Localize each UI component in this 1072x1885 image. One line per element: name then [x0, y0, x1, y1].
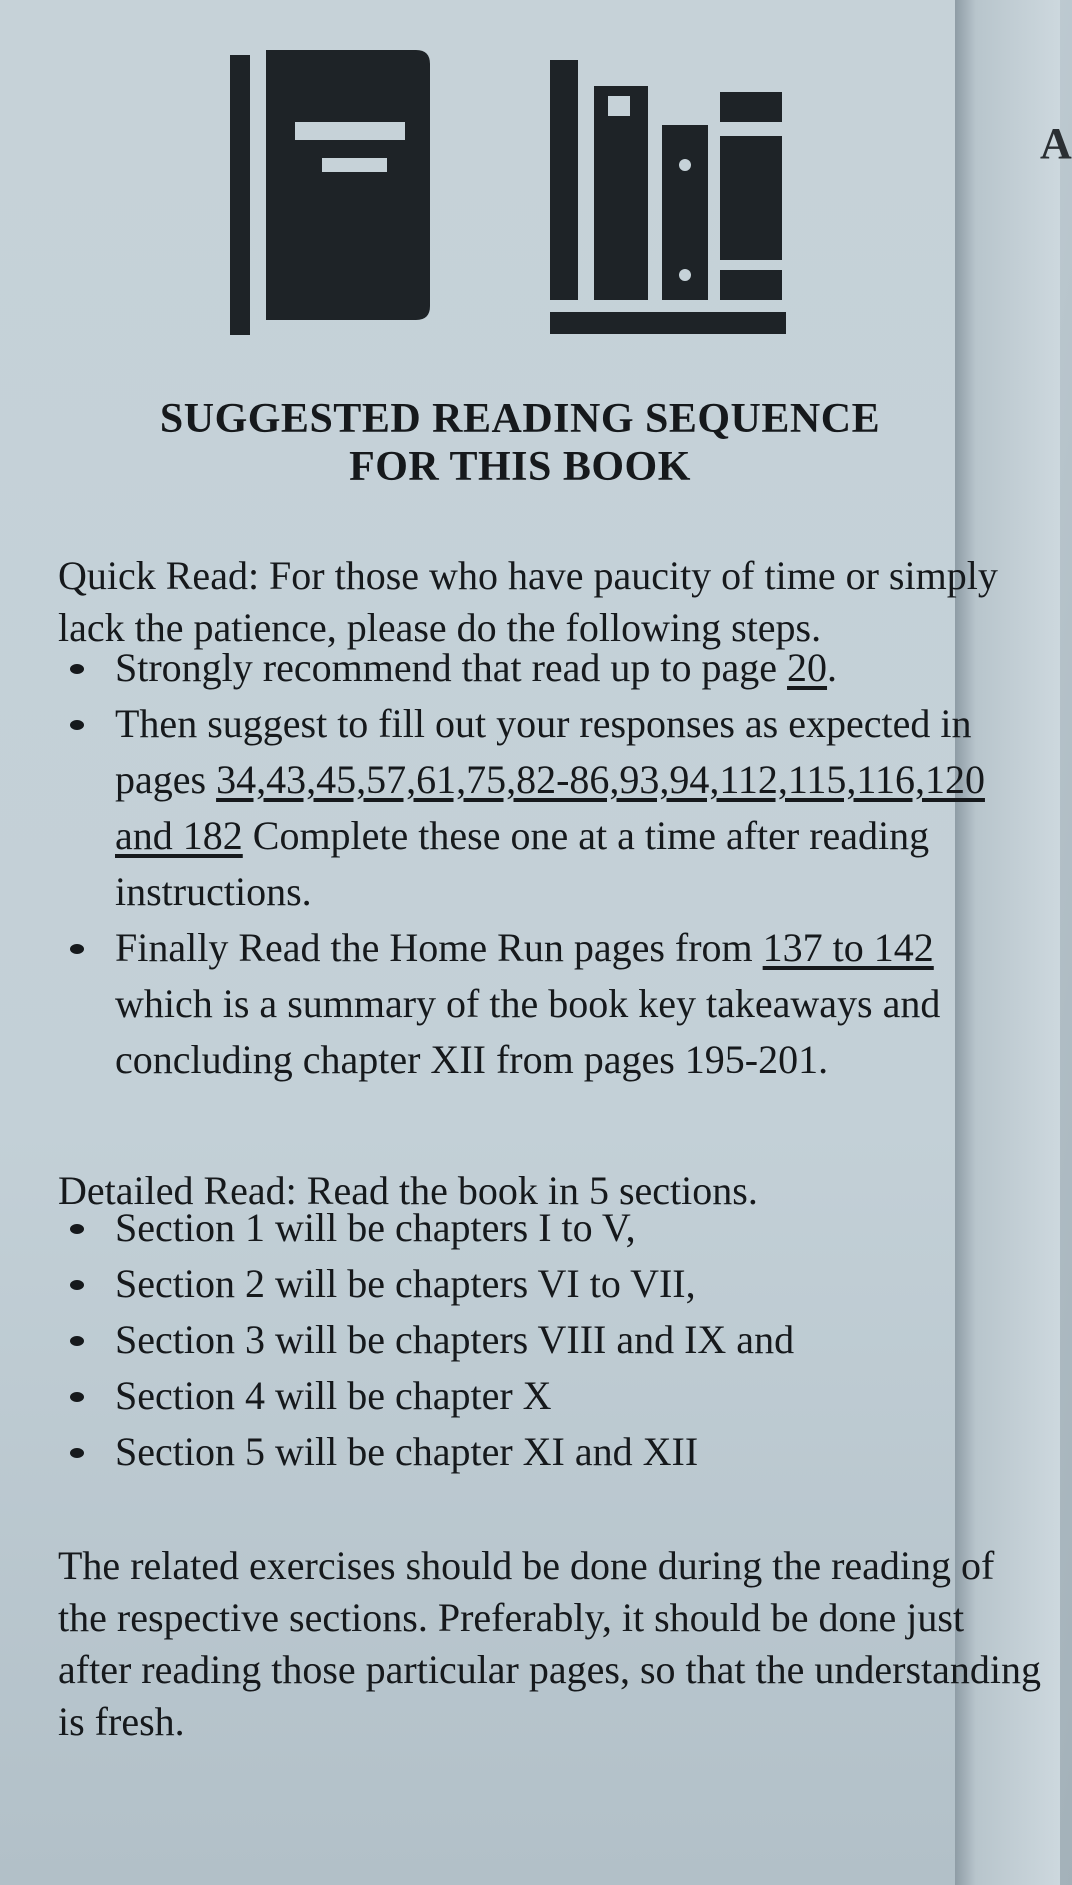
section-item: Section 3 will be chapters VIII and IX and: [70, 1312, 1020, 1368]
icon-group: [230, 30, 810, 340]
quick-read-item: Strongly recommend that read up to page 20.: [70, 640, 1020, 696]
heading-line-2: FOR THIS BOOK: [349, 444, 691, 490]
next-page-letter: A: [1040, 119, 1072, 168]
page-reference: 34,43,45,57,61,75,82-86,93,94,112,115,116,120 and 182: [115, 757, 985, 858]
detailed-read-list: [70, 1200, 1020, 1480]
section-item: Section 1 will be chapters I to V,: [70, 1200, 1020, 1256]
closing-paragraph: The related exercises should be done during the reading of the respective sections. Preferably, it should be done just after reading those particular pages, so that the understanding is fresh.: [58, 1543, 1041, 1744]
closed-book-icon: [230, 50, 430, 335]
section-item: Section 2 will be chapters VI to VII,: [70, 1256, 1020, 1312]
page-reference: 20: [787, 645, 828, 690]
quick-read-item: Finally Read the Home Run pages from 137 to 142 which is a summary of the book key takeaways and concluding chapter XII from pages 195-201.: [70, 920, 1020, 1088]
quick-read-list: [70, 640, 1020, 1088]
detailed-read-intro: Detailed Read: Read the book in 5 sections.: [58, 1168, 758, 1213]
quick-read-item: Then suggest to fill out your responses as expected in pages 34,43,45,57,61,75,82-86,93,94,112,115,116,120 and 182 Complete these one at a time after reading instructions.: [70, 696, 1020, 920]
page-reference: 137 to 142: [762, 925, 934, 970]
section-item: Section 4 will be chapter X: [70, 1368, 1020, 1424]
bookshelf-icon: [550, 60, 786, 334]
section-item: Section 5 will be chapter XI and XII: [70, 1424, 1020, 1480]
heading-line-1: SUGGESTED READING SEQUENCE: [159, 396, 881, 442]
book-icons-graphic: [230, 30, 810, 340]
quick-read-intro: Quick Read: For those who have paucity of time or simply lack the patience, please do the following steps.: [58, 553, 998, 650]
